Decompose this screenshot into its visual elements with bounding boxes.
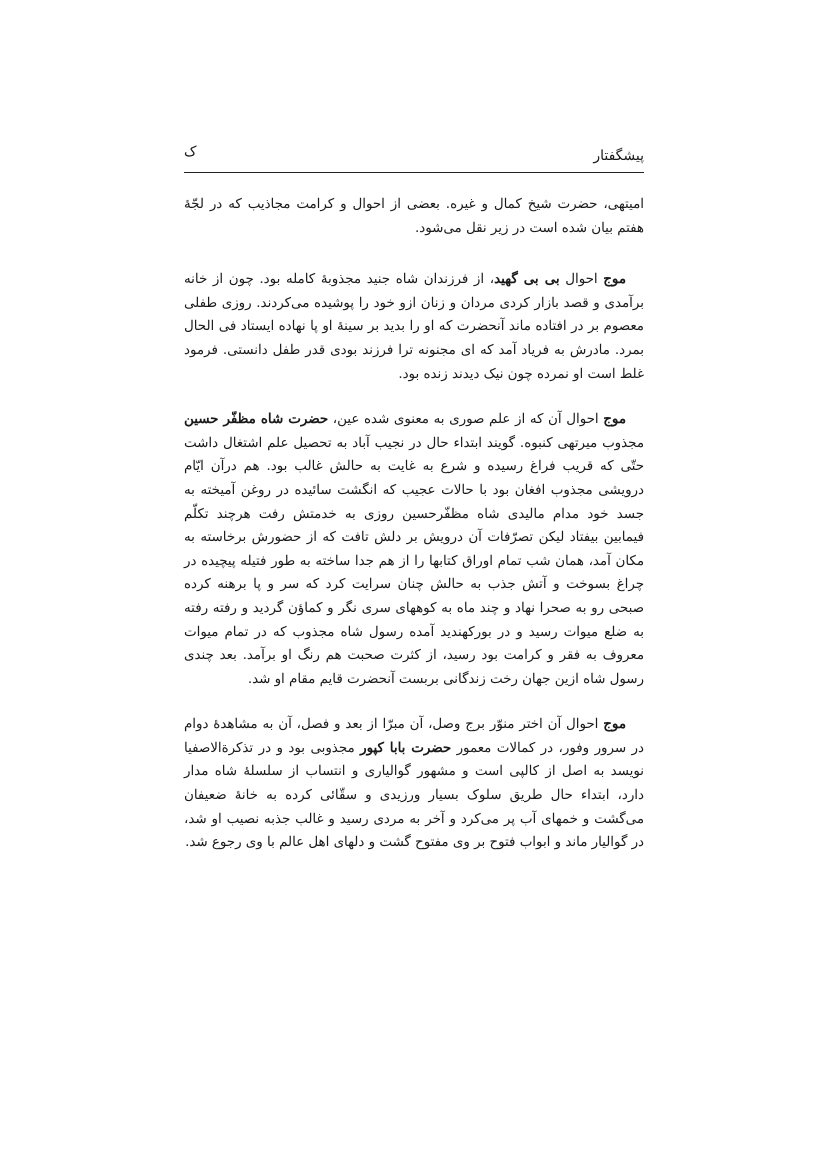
- paragraph-body: مجذوبی بود و در تذکرةالاصفیا نویسد به اصل از کالپی است و مشهور گوالیاری و انتساب از سلسلهٔ شاه مدار دارد، ابتداء حال طریق سلوک بسیار ورزیدی و سقّائی کرده به خانهٔ ضعیفان می‌گشت و خمهای آب پر می‌کرد و آخر به مردی رسید و غالب جذبه نصیب او شد، در گوالیار ماند و ابواب فتوح بر وی مفتوح گشت و دلهای اهل عالم با وی رجوع شد.: [184, 740, 644, 851]
- paragraph-body: ، از فرزندان شاه جنید مجذوبهٔ کامله بود. چون از خانه برآمدی و قصد بازار کردی مردان و زنان ازو خود را پوشیده می‌کردند. روزی طفلی معصوم بر در افتاده ماند آنحضرت که او را بدید بر سینهٔ او پا نهاده ایستاد فی الحال بمرد. مادرش به فریاد آمد که ای مجنونه ترا فرزند بودی قدر طفل دانستی. فرمود غلط است او نمرده چون نیک دیدند زنده بود.: [184, 272, 644, 382]
- person-name: بی بی گهید: [494, 271, 560, 288]
- page-content: [184, 193, 644, 855]
- paragraph-pre: احوال آن که از علم صوری به معنوی شده عین،: [328, 412, 604, 428]
- paragraph-lead: موج: [603, 716, 626, 733]
- page-number: ک: [184, 144, 197, 160]
- person-name: حضرت بابا کپور: [360, 739, 452, 756]
- paragraph-baba-kapur: [184, 713, 644, 855]
- paragraph-intro: امیتهی، حضرت شیخ کمال و غیره. بعضی از احوال و کرامت مجاذیب که در لجّهٔ هفتم بیان شده است در زیر نقل می‌شود.: [184, 197, 644, 236]
- running-title: پیشگفتار: [593, 148, 644, 164]
- paragraph-body: مجذوب میرتهی کنبوه. گویند ابتداء حال در نجیب آباد به تحصیل علم اشتغال داشت حتّی که قریب فراغ رسیده و شرع به غایت به حالش غالب بود. هم درآن ایّام درویشی مجذوب افغان بود با حالات عجیب که انگشت سائیده در روغن آمیخته به جسد خود مدام مالیدی شاه مظفّرحسین روزی به خدمتش رفت هرچند تکلّم فیمابین بیفتاد لیکن تصرّفات آن درویش بر دلش تافت که از حضورش برخاسته به مکان آمد، همان شب تمام اوراق کتابها را از هم جدا ساخته به طور فتیله پیچیده در چراغ بسوخت و آتش جذب به حالش چنان سرایت کرد که سر و پا برهنه کرده صبحی رو به صحرا نهاد و چند ماه به کوههای سری نگر و کماؤن گردید و رفته رفته به ضلع میوات رسید و در بورکهندید آمده رسول شاه مجذوب که در تمام میوات معروف به فقر و کرامت بود رسید، از کثرت صحبت هم رنگ او برآمد. بعد چندی رسول شاه ازین جهان رخت زندگانی بربست آنحضرت قایم مقام او شد.: [184, 435, 644, 687]
- person-name: حضرت شاه مظفّر حسین: [184, 411, 329, 428]
- paragraph-pre: احوال آن اختر منوّر برج وصل، آن مبرّا از بعد و فصل، آن به مشاهدهٔ دوام در سرور وفور، در کمالات معمور: [184, 717, 644, 756]
- book-page: [184, 140, 644, 855]
- paragraph-shah-muzaffar: [184, 408, 644, 691]
- page-header: [184, 140, 644, 173]
- paragraph-lead: موج: [603, 411, 626, 428]
- paragraph-bibi-gohid: [184, 268, 644, 386]
- paragraph-pre: احوال: [559, 272, 604, 288]
- paragraph-lead: موج: [603, 271, 626, 288]
